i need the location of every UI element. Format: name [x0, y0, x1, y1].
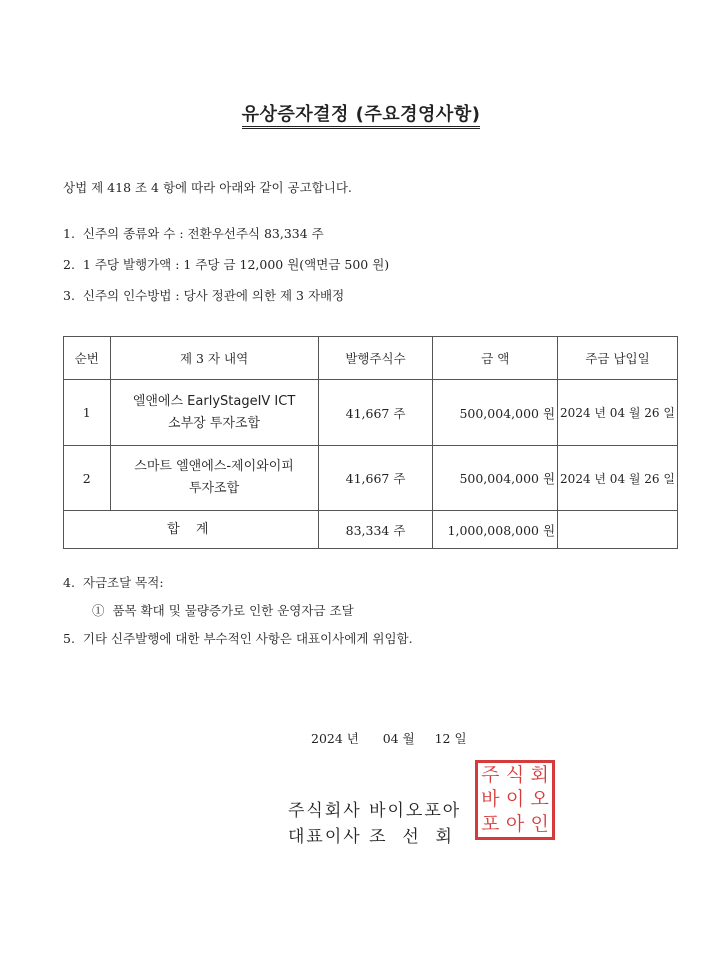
row-shares: 41,667 주: [318, 446, 433, 511]
header-no: 순번: [64, 337, 111, 380]
item-number: 1.: [63, 226, 75, 241]
intro-text: 상법 제 418 조 4 항에 따라 아래와 같이 공고합니다.: [63, 180, 352, 195]
item-label: 신주의 인수방법: [82, 288, 172, 303]
representative-name: 대표이사 조 선 회: [288, 827, 454, 847]
row-date: 2024 년 04 월 26 일: [558, 446, 678, 511]
title-text: 유상증자결정 (주요경영사항): [242, 104, 481, 129]
row-party: [110, 446, 318, 511]
party-line-2: 투자조합: [188, 481, 240, 496]
seal-char: 주: [481, 763, 500, 786]
total-date: [558, 511, 678, 549]
header-amount: 금 액: [433, 337, 558, 380]
date-month: 04 월: [382, 731, 415, 746]
seal-char: 식: [505, 763, 525, 786]
seal-char: 포: [481, 813, 500, 836]
row-party: [110, 380, 318, 446]
item-label: 1 주당 발행가액: [82, 257, 172, 272]
row-no: 1: [64, 380, 111, 446]
item-value: 1 주당 금 12,000 원(액면금 500 원): [183, 257, 390, 272]
party-line-2: 소부장 투자조합: [168, 415, 261, 431]
item-5: [63, 629, 413, 647]
item-3: 3. 신주의 인수방법 : 당사 정관에 의한 제 3 자배정: [63, 288, 345, 303]
document-title: [0, 100, 722, 126]
row-amount: 500,004,000 원: [433, 380, 558, 446]
header-party: 제 3 자 내역: [110, 337, 318, 380]
item-number: 4.: [63, 575, 75, 590]
item-label: 자금조달 목적:: [82, 575, 164, 590]
table-total-row: [64, 511, 678, 549]
item-4-sub: ① 품목 확대 및 물량증가로 인한 운영자금 조달: [92, 603, 354, 618]
company-seal-icon: [475, 760, 555, 840]
allocation-table: [63, 336, 678, 549]
item-value: 전환우선주식 83,334 주: [187, 226, 324, 241]
total-amount: 1,000,008,000 원: [433, 511, 558, 549]
company-name: 주식회사 바이오포아: [288, 801, 462, 821]
seal-char: 이: [505, 788, 525, 811]
item-number: 3.: [63, 288, 75, 303]
table-row: [64, 380, 678, 446]
seal-char: 인: [530, 813, 549, 836]
row-date: 2024 년 04 월 26 일: [558, 380, 678, 446]
table-row: [64, 446, 678, 511]
item-label: 신주의 종류와 수: [82, 226, 176, 241]
party-line-1: 엘앤에스 EarlyStageIV ICT: [132, 393, 296, 409]
date-day: 12 일: [434, 731, 467, 746]
item-2: 2. 1 주당 발행가액 : 1 주당 금 12,000 원(액면금 500 원): [63, 257, 390, 272]
row-shares: 41,667 주: [318, 380, 433, 446]
seal-char: 회: [530, 763, 549, 786]
total-label: 합 계: [64, 511, 319, 549]
header-shares: 발행주식수: [318, 337, 433, 380]
item-value: 당사 정관에 의한 제 3 자배정: [183, 288, 345, 303]
table-header-row: [64, 337, 678, 380]
item-number: 2.: [63, 257, 75, 272]
item-4: [63, 573, 164, 591]
date-year: 2024 년: [311, 731, 359, 746]
item-text: 기타 신주발행에 대한 부수적인 사항은 대표이사에게 위임함.: [82, 631, 413, 646]
notice-date: [311, 729, 467, 747]
item-number: 5.: [63, 631, 75, 646]
header-date: 주금 납입일: [558, 337, 678, 380]
total-shares: 83,334 주: [318, 511, 433, 549]
row-amount: 500,004,000 원: [433, 446, 558, 511]
party-line-1: 스마트 엘앤에스-제이와이피: [134, 459, 294, 474]
row-no: 2: [64, 446, 111, 511]
seal-char: 오: [530, 788, 549, 811]
seal-char: 바: [481, 788, 500, 811]
item-1: 1. 신주의 종류와 수 : 전환우선주식 83,334 주: [63, 226, 324, 241]
seal-char: 아: [505, 813, 525, 836]
